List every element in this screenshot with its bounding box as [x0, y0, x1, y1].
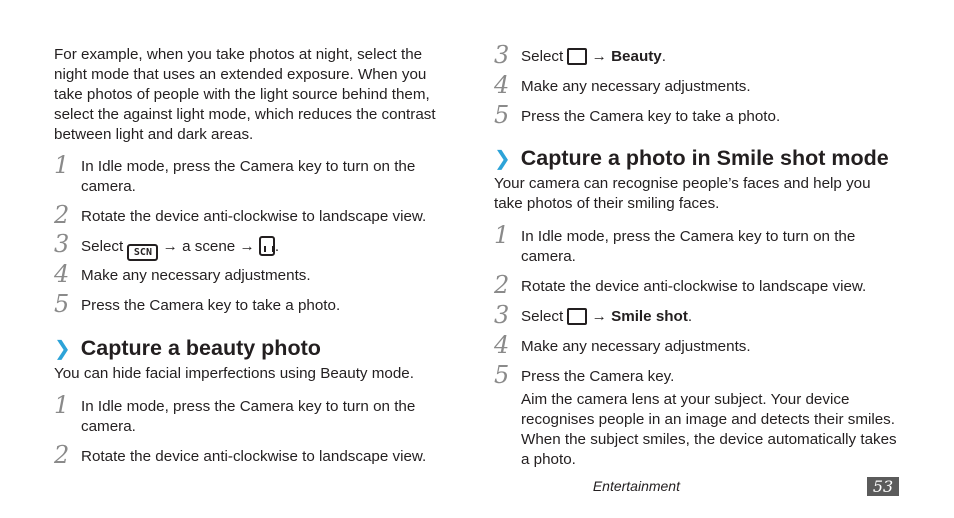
step-number: 5 [54, 290, 70, 318]
step-text-mid: → [587, 308, 612, 325]
step-number: 2 [54, 441, 70, 469]
step-text: Press the Camera key to take a photo. [81, 297, 341, 314]
section-heading-text: Capture a beauty photo [80, 336, 321, 360]
shooting-mode-icon [567, 48, 587, 65]
step-text-pre: Select [81, 238, 128, 255]
shooting-mode-icon [567, 308, 587, 325]
step-text: In Idle mode, press the Camera key to turn on the camera. [81, 398, 416, 435]
step-number: 1 [54, 391, 70, 419]
step-number: 4 [54, 260, 70, 288]
step-text-pre: Select [521, 308, 568, 325]
intro-paragraph: For example, when you take photos at night, select the night mode that uses an extended exposure. When you take photos of people with the light source behind them, select the against light mode, which reduces the contrast between light and dark areas. [54, 46, 436, 143]
step-text-bold: Smile shot [611, 308, 688, 325]
scn-icon: SCN [127, 244, 158, 261]
step-text-mid: → a scene → [158, 238, 259, 255]
step-text: Make any necessary adjustments. [521, 78, 751, 95]
step-number: 2 [54, 201, 70, 229]
page-number-badge: 53 [867, 477, 899, 496]
footer-section-label: Entertainment [592, 478, 680, 494]
step-text: Rotate the device anti-clockwise to landscape view. [81, 208, 427, 225]
step-text-pre: Select [521, 48, 568, 65]
step-text [521, 307, 692, 327]
step-text: In Idle mode, press the Camera key to turn on the camera. [81, 158, 416, 195]
step-number: 3 [494, 41, 510, 69]
step-number: 4 [494, 331, 510, 359]
step-number: 4 [494, 71, 510, 99]
step-text-bold: Beauty [611, 48, 662, 65]
step-text: Rotate the device anti-clockwise to landscape view. [81, 448, 427, 465]
step-text: Make any necessary adjustments. [81, 267, 311, 284]
step-text: In Idle mode, press the Camera key to turn on the camera. [521, 228, 856, 265]
step-text-post: . [661, 48, 666, 65]
step-text-post: . [687, 308, 693, 325]
section-heading-text: Capture a photo in Smile shot mode [520, 146, 889, 170]
step-text [521, 47, 666, 67]
step-text-post: . [274, 238, 280, 255]
section-description: Your camera can recognise people’s faces and help you take photos of their smiling faces. [494, 175, 871, 212]
step-text: Press the Camera key to take a photo. [521, 108, 781, 125]
section-description: You can hide facial imperfections using Beauty mode. [54, 365, 414, 382]
section-heading [54, 335, 321, 362]
scene-icon [259, 236, 275, 256]
step-number: 3 [54, 230, 70, 258]
step-text: Press the Camera key. [521, 368, 675, 385]
step-text: Make any necessary adjustments. [521, 338, 751, 355]
step-text: Rotate the device anti-clockwise to landscape view. [521, 278, 867, 295]
step-number: 3 [494, 301, 510, 329]
step-number: 1 [54, 151, 70, 179]
step-number: 5 [494, 101, 510, 129]
section-heading [494, 145, 889, 172]
step-detail: Aim the camera lens at your subject. Your device recognises people in an image and detects their smiles. When the subject smiles, the device automatically takes a photo. [521, 391, 897, 468]
chevron-right-icon: ❯ [494, 148, 511, 170]
chevron-right-icon: ❯ [54, 338, 71, 360]
step-number: 1 [494, 221, 510, 249]
step-number: 2 [494, 271, 510, 299]
step-number: 5 [494, 361, 510, 389]
step-text-mid: → [587, 48, 612, 65]
step-text [81, 236, 279, 261]
